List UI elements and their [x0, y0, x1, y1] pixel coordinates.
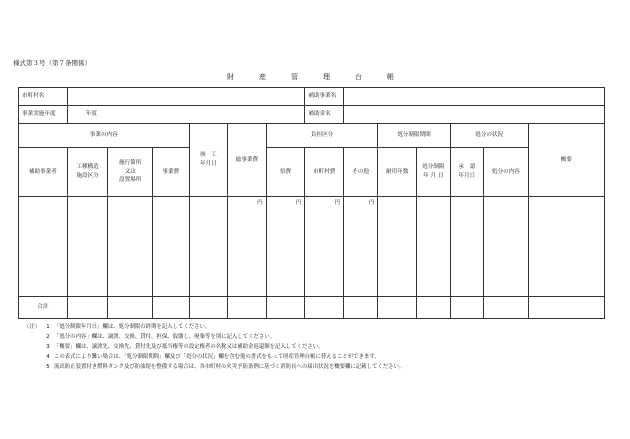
total-cell[interactable]	[484, 297, 529, 319]
table-row	[19, 197, 605, 297]
total-cell[interactable]	[266, 297, 305, 319]
notes-section	[24, 323, 404, 373]
data-cell[interactable]	[484, 197, 529, 297]
total-label: 合計	[19, 297, 68, 319]
state-expense-unit[interactable]: 円	[266, 197, 305, 297]
col-project-content: 事業の内容	[19, 124, 190, 148]
total-cell[interactable]	[343, 297, 378, 319]
subsidy-amount-value[interactable]	[343, 106, 604, 124]
col-state-expense: 県費	[266, 148, 305, 197]
data-cell[interactable]	[67, 197, 108, 297]
total-cell[interactable]	[528, 297, 604, 319]
data-cell[interactable]	[528, 197, 604, 297]
data-cell[interactable]	[450, 197, 484, 297]
data-cell[interactable]	[189, 197, 228, 297]
project-name-label: 補助事業名	[305, 88, 344, 106]
col-disposal-limit-date: 処分制限 年 月 日	[417, 148, 451, 197]
subsidy-amount-label: 補助金名	[305, 106, 344, 124]
col-other: その他	[343, 148, 378, 197]
other-unit[interactable]: 円	[343, 197, 378, 297]
total-cell[interactable]	[67, 297, 108, 319]
note-item: 3 「概要」欄は、譲渡先、交換先、貸付先及び抵当権等の設定権者の名称又は補助金返還額を記入してください。	[46, 343, 324, 350]
project-name-value[interactable]	[343, 88, 604, 106]
col-useful-life: 耐用年数	[378, 148, 417, 197]
fiscal-year-value[interactable]	[67, 106, 305, 124]
col-municipal-expense: 市町村費	[305, 148, 344, 197]
form-number: 様式第３号（第７条関係）	[13, 59, 91, 67]
note-item: （注） 1 「処分制限年月日」欄は、処分制限の終期を記入してください。	[24, 323, 404, 333]
col-disposal-content: 処分の内容	[484, 148, 529, 197]
note-item: 2 「処分の内容」欄は、譲渡、交換、貸付、担保、取壊し、廃棄等を別に記入してください。	[46, 333, 276, 340]
notes-label: （注）	[24, 324, 41, 330]
col-burden-division: 負担区分	[266, 124, 378, 148]
note-item: 5 流出防止装置付き燃料タンク及び防油堤を整備する場合は、各市町村の火災予防条例に基づく消防長への届出状況を概要欄に記載してください。	[46, 363, 405, 370]
total-cell[interactable]	[305, 297, 344, 319]
col-completion-date: 竣 工 年月日	[189, 124, 228, 197]
data-cell[interactable]	[378, 197, 417, 297]
col-disposal-period: 処分制限期間	[378, 124, 450, 148]
total-cell[interactable]	[417, 297, 451, 319]
col-total-cost: 総事業費	[228, 124, 267, 197]
data-cell[interactable]	[417, 197, 451, 297]
total-cell[interactable]	[108, 297, 153, 319]
municipality-value[interactable]	[67, 88, 305, 106]
data-cell[interactable]	[19, 197, 68, 297]
property-ledger-table	[18, 87, 605, 319]
data-cell[interactable]	[108, 197, 153, 297]
total-row	[19, 297, 605, 319]
col-subsidy-operator: 補助事業者	[19, 148, 68, 197]
col-work-type: 工種構造 施設区分	[67, 148, 108, 197]
col-location: 施行箇所 又は 設置場所	[108, 148, 153, 197]
col-approval-date: 承 認 年月日	[450, 148, 484, 197]
data-cell[interactable]	[153, 197, 190, 297]
col-project-cost: 事業費	[153, 148, 190, 197]
col-disposal-status: 処分の状況	[450, 124, 528, 148]
total-cell[interactable]	[153, 297, 190, 319]
total-cell[interactable]	[450, 297, 484, 319]
document-title: 財 産 管 理 台 帳	[227, 73, 403, 81]
fiscal-year-suffix: 年度	[85, 111, 97, 118]
note-item: 4 この表式により難い場合は、「処分制限期間」欄及び「処分の状況」欄を含む他の書式をもって財産管理台帳に替えることができます。	[46, 353, 380, 360]
municipal-expense-unit[interactable]: 円	[305, 197, 344, 297]
total-cost-unit[interactable]: 円	[228, 197, 267, 297]
total-cell[interactable]	[189, 297, 228, 319]
total-cell[interactable]	[228, 297, 267, 319]
fiscal-year-label: 事業実施年度	[19, 106, 68, 124]
total-cell[interactable]	[378, 297, 417, 319]
municipality-label: 市町村名	[19, 88, 68, 106]
col-remarks: 概要	[528, 124, 604, 197]
